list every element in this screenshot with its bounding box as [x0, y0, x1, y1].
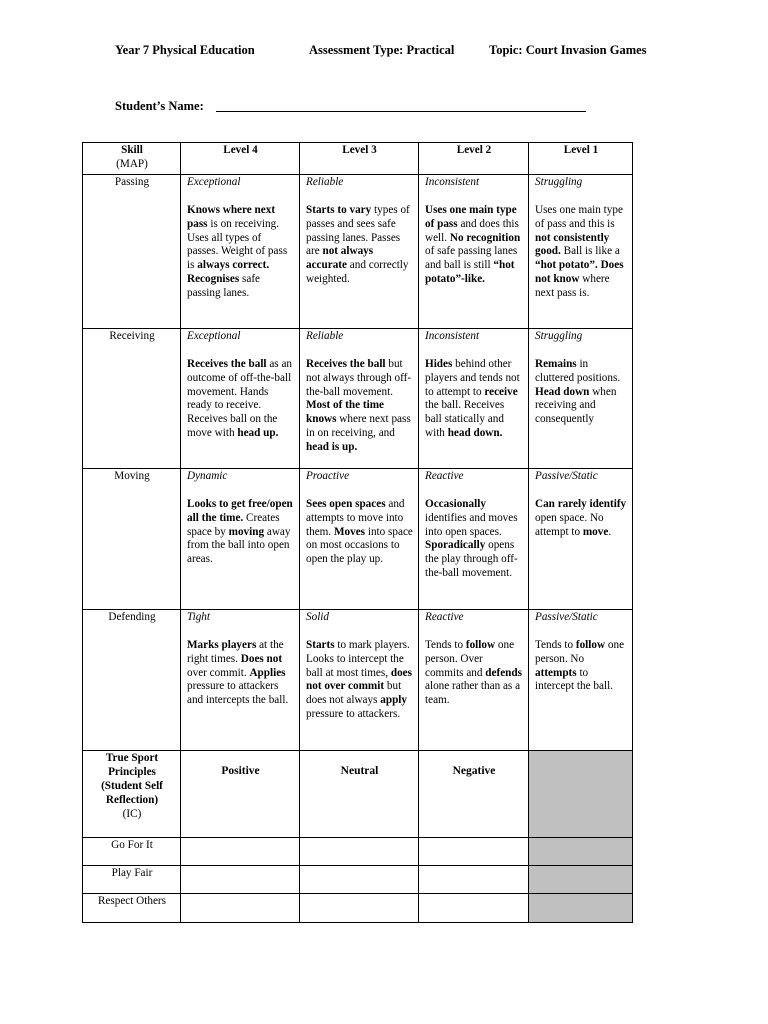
descriptor-cell	[529, 609, 633, 750]
descriptor-text: Marks players at the right times. Does not over commit. Applies pressure to attackers and intercepts the ball.	[187, 638, 289, 707]
descriptor-cell	[300, 328, 419, 468]
descriptor-cell	[181, 328, 300, 468]
descriptor-cell	[300, 609, 419, 750]
skill-row	[83, 468, 633, 609]
student-name-label: Student’s Name:	[115, 99, 204, 113]
principle-label: Play Fair	[83, 865, 181, 893]
qualifier: Proactive	[306, 469, 350, 482]
skill-row	[83, 609, 633, 750]
principle-label: Go For It	[83, 837, 181, 865]
descriptor-cell	[300, 174, 419, 328]
principles-label	[83, 750, 181, 837]
descriptor-text: Remains in cluttered positions. Head down when receiving and consequently	[535, 357, 621, 426]
descriptor-cell	[419, 609, 529, 750]
level-header: Level 2	[419, 143, 529, 175]
descriptor-cell	[181, 174, 300, 328]
rating-cell[interactable]	[181, 837, 300, 865]
skill-row	[83, 174, 633, 328]
descriptor-cell	[419, 174, 529, 328]
qualifier: Inconsistent	[425, 175, 480, 188]
skill-header-sub: (MAP)	[116, 157, 148, 170]
principle-label: Respect Others	[83, 893, 181, 922]
skill-row	[83, 328, 633, 468]
rating-cell[interactable]	[419, 837, 529, 865]
descriptor-text: Looks to get free/open all the time. Creates space by moving away from the ball into open areas.	[187, 497, 293, 566]
rubric-header-row	[83, 143, 633, 175]
descriptor-text: Tends to follow one person. No attempts to intercept the ball.	[535, 638, 625, 693]
qualifier: Exceptional	[187, 175, 241, 188]
principle-row	[83, 893, 633, 922]
descriptor-text: Tends to follow one person. Over commits and defends alone rather than as a team.	[425, 638, 522, 707]
rubric-table	[82, 142, 633, 923]
qualifier: Dynamic	[187, 469, 228, 482]
rating-header: Neutral	[300, 750, 419, 837]
qualifier: Tight	[187, 610, 211, 623]
descriptor-text: Knows where next pass is on receiving. Uses all types of passes. Weight of pass is always correct. Recognises safe passing lanes.	[187, 203, 288, 300]
qualifier: Solid	[306, 610, 329, 623]
level-header: Level 1	[529, 143, 633, 175]
principles-header-row	[83, 750, 633, 837]
principles-sub: (IC)	[122, 807, 142, 820]
student-name-field[interactable]	[216, 111, 586, 112]
rating-cell[interactable]	[181, 893, 300, 922]
descriptor-text: Receives the ball but not always through off-the-ball movement. Most of the time knows where next pass in on receiving, and head is up.	[306, 357, 412, 454]
skill-label: Moving	[83, 468, 181, 609]
rating-header: Positive	[181, 750, 300, 837]
qualifier: Passive/Static	[535, 610, 598, 623]
qualifier: Passive/Static	[535, 469, 598, 482]
rating-cell[interactable]	[300, 893, 419, 922]
rating-cell[interactable]	[419, 893, 529, 922]
descriptor-text: Uses one main type of pass and does this well. No recognition of safe passing lanes and ball is still “hot potato”-like.	[425, 203, 521, 286]
rating-cell[interactable]	[300, 865, 419, 893]
rating-cell[interactable]	[419, 865, 529, 893]
descriptor-cell	[181, 609, 300, 750]
descriptor-cell	[300, 468, 419, 609]
level-header: Level 3	[300, 143, 419, 175]
qualifier: Struggling	[535, 329, 583, 342]
rating-cell[interactable]	[181, 865, 300, 893]
rating-cell[interactable]	[300, 837, 419, 865]
principles-title: True Sport Principles (Student Self Reflection)	[101, 751, 163, 806]
qualifier: Inconsistent	[425, 329, 480, 342]
descriptor-text: Occasionally identifies and moves into open spaces. Sporadically opens the play through off-the-ball movement.	[425, 497, 518, 580]
level-header: Level 4	[181, 143, 300, 175]
topic-title: Topic: Court Invasion Games	[489, 43, 647, 57]
descriptor-text: Starts to mark players. Looks to intercept the ball at most times, does not over commit but does not always apply pressure to attackers.	[306, 638, 412, 721]
principle-row	[83, 837, 633, 865]
descriptor-cell	[419, 328, 529, 468]
skill-header-title: Skill	[121, 144, 143, 156]
shaded-cell	[529, 750, 633, 837]
qualifier: Reactive	[425, 469, 464, 482]
descriptor-cell	[529, 174, 633, 328]
course-title: Year 7 Physical Education	[115, 43, 255, 57]
descriptor-cell	[529, 328, 633, 468]
skill-label: Passing	[83, 174, 181, 328]
descriptor-cell	[181, 468, 300, 609]
shaded-cell	[529, 893, 633, 922]
assessment-type: Assessment Type: Practical	[309, 43, 455, 57]
descriptor-text: Can rarely identify open space. No attempt to move.	[535, 497, 627, 538]
descriptor-text: Starts to vary types of passes and sees safe passing lanes. Passes are not always accurate and correctly weighted.	[306, 203, 410, 286]
descriptor-cell	[529, 468, 633, 609]
qualifier: Reactive	[425, 610, 464, 623]
descriptor-text: Hides behind other players and tends not to attempt to receive the ball. Receives ball statically and with head down.	[425, 357, 520, 440]
shaded-cell	[529, 837, 633, 865]
qualifier: Struggling	[535, 175, 583, 188]
skill-header	[83, 143, 181, 175]
descriptor-text: Receives the ball as an outcome of off-the-ball movement. Hands ready to receive. Receives ball on the move with head up.	[187, 357, 293, 440]
shaded-cell	[529, 865, 633, 893]
skill-label: Defending	[83, 609, 181, 750]
rating-header: Negative	[419, 750, 529, 837]
skill-label: Receiving	[83, 328, 181, 468]
principle-row	[83, 865, 633, 893]
descriptor-cell	[419, 468, 529, 609]
qualifier: Reliable	[306, 329, 344, 342]
qualifier: Reliable	[306, 175, 344, 188]
descriptor-text: Sees open spaces and attempts to move into them. Moves into space on most occasions to open the play up.	[306, 497, 413, 566]
descriptor-text: Uses one main type of pass and this is not consistently good. Ball is like a “hot potato”. Does not know where next pass is.	[535, 203, 624, 300]
qualifier: Exceptional	[187, 329, 241, 342]
